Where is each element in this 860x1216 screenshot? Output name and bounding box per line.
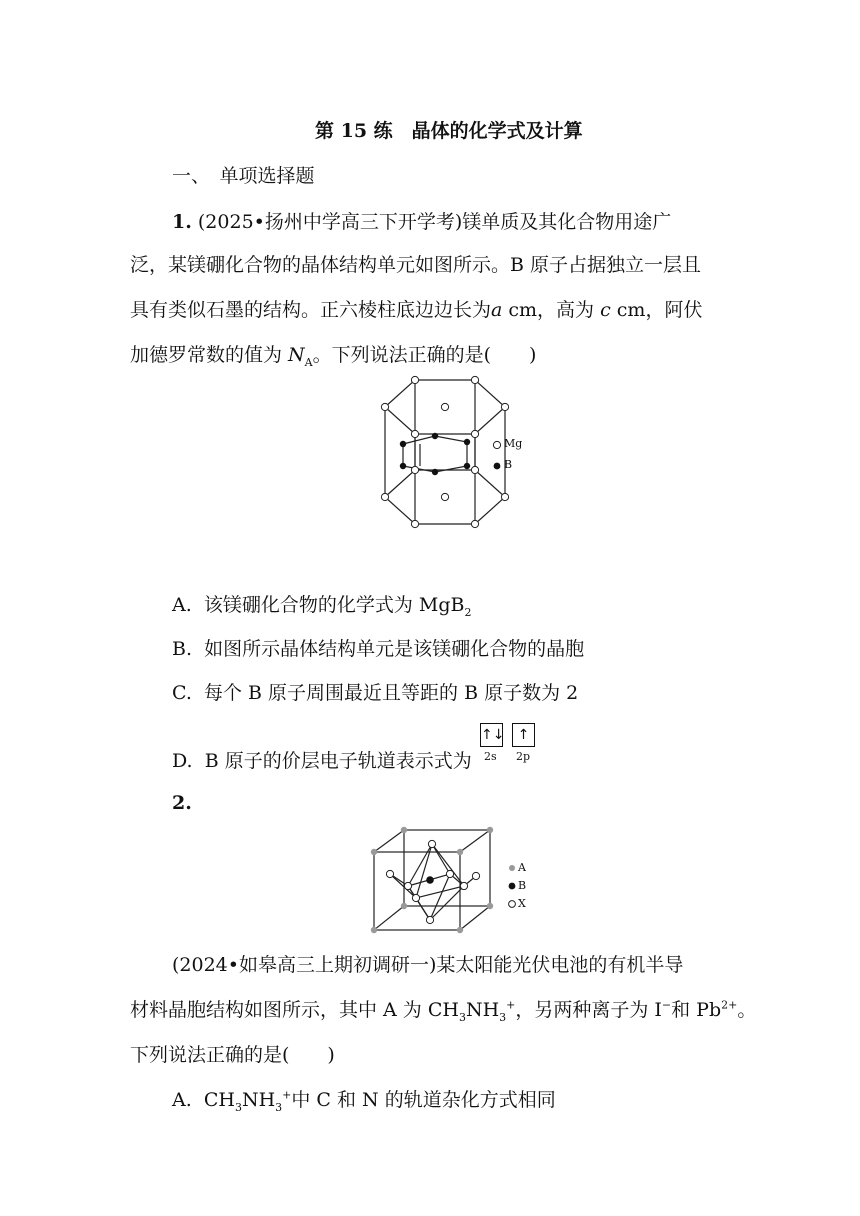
orbital-2s-label: 2s [484, 750, 497, 763]
q2-line2-c: 和 Pb [671, 999, 722, 1021]
x-ion [472, 872, 479, 879]
q2-sub-3: 3 [458, 1010, 466, 1024]
mg-atom [411, 520, 418, 527]
figure-perovskite-cell [368, 826, 498, 936]
x-ion [428, 840, 435, 847]
question-1-number: 1. [172, 211, 192, 233]
mg-atom [411, 466, 418, 473]
mg-atom [441, 493, 448, 500]
line-4-text-b: 。下列说法正确的是( ) [312, 344, 537, 366]
q2-option-a-sub3: 3 [234, 1100, 242, 1114]
option-c-prefix: C. [172, 682, 192, 704]
a-ion [371, 927, 377, 933]
mg-atom [471, 520, 478, 527]
question-1-line-4 [130, 340, 536, 369]
x-ion [446, 870, 453, 877]
a-ion [457, 849, 463, 855]
legend-a-label: A [518, 861, 526, 874]
q2-line2-b: ，另两种离子为 I [515, 999, 662, 1021]
q2-sub-3b: 3 [499, 1010, 507, 1024]
option-a-text: 该镁硼化合物的化学式为 MgB [203, 594, 465, 616]
q2-line2-d: 。 [737, 999, 757, 1021]
legend-x-label: X [518, 897, 526, 910]
a-ion [371, 849, 377, 855]
mg-atom [501, 493, 508, 500]
variable-na: N [288, 344, 305, 366]
x-ion [426, 916, 433, 923]
option-b-prefix: B. [172, 638, 193, 660]
option-a-prefix: A. [172, 594, 192, 616]
figure-hexagonal-prism [375, 372, 535, 532]
q2-option-a-rest: 中 C 和 N 的轨道杂化方式相同 [291, 1089, 556, 1111]
option-a-sub: 2 [464, 605, 472, 619]
mg-atom [471, 466, 478, 473]
line-4-text-a: 加德罗常数的值为 [130, 344, 289, 366]
b-ion [426, 876, 434, 884]
b-atom [400, 463, 406, 469]
a-ion [457, 927, 463, 933]
line-3-text-b: cm，高为 [502, 299, 601, 321]
q2-nh: NH [465, 999, 500, 1021]
question-2-line-1: (2024•如皋高三上期初调研一)某太阳能光伏电池的有机半导 [172, 954, 684, 976]
mg-atom [501, 403, 508, 410]
question-1-text: 镁单质及其化合物用途广 [462, 211, 672, 233]
a-ion [487, 903, 493, 909]
a-ion [401, 903, 407, 909]
b-atom [464, 439, 470, 445]
a-ion [487, 827, 493, 833]
mg-atom [411, 376, 418, 383]
question-1-line-2: 泛，某镁硼化合物的晶体结构单元如图所示。B 原子占据独立一层且 [130, 254, 702, 276]
orbital-2p-label: 2p [516, 750, 531, 763]
x-ion [412, 894, 419, 901]
mg-atom [471, 430, 478, 437]
mg-atom [381, 403, 388, 410]
option-b [172, 634, 584, 661]
line-3-text-a: 具有类似石墨的结构。正六棱柱底边边长为 [130, 299, 492, 321]
question-1-line-1 [172, 207, 671, 234]
x-ion [404, 882, 411, 889]
q2-option-a-sup: + [282, 1088, 292, 1102]
legend-b-label: B [504, 458, 513, 471]
b-atom [432, 433, 438, 439]
page-title: 第 15 练 晶体的化学式及计算 [315, 120, 583, 142]
b-atom [432, 469, 438, 475]
line-3-text-c: cm，阿伏 [610, 299, 703, 321]
q2-option-a-ch: CH [203, 1089, 235, 1111]
question-1-source: (2025•扬州中学高三下开学考) [197, 211, 463, 233]
question-2-number-text: 2. [172, 792, 192, 814]
b-atom [400, 441, 406, 447]
option-c-text: 每个 B 原子周围最近且等距的 B 原子数为 2 [204, 682, 579, 704]
x-ion [460, 882, 467, 889]
variable-c: c [600, 299, 611, 321]
figure-1-legend-markers [490, 436, 504, 476]
mg-atom [381, 493, 388, 500]
question-2-option-a [172, 1085, 556, 1114]
variable-a: a [491, 299, 503, 321]
legend-b-label-2: B [518, 879, 527, 892]
orbital-2p-box: ↑ [512, 723, 535, 747]
option-d-text: B 原子的价层电子轨道表示式为 [204, 750, 472, 772]
a-ion [401, 827, 407, 833]
b-atom [464, 463, 470, 469]
q2-option-a-sub3b: 3 [275, 1100, 283, 1114]
figure-2-legend-markers [505, 862, 519, 912]
question-1-line-3 [130, 295, 702, 322]
option-d [172, 746, 472, 773]
variable-na-sub: A [304, 355, 313, 369]
option-d-prefix: D. [172, 750, 193, 772]
q2-line2-a: 材料晶胞结构如图所示，其中 A 为 CH [130, 999, 459, 1021]
option-c [172, 678, 578, 705]
q2-sup-plus: + [506, 998, 516, 1012]
section-heading: 一、 单项选择题 [172, 165, 315, 187]
q2-option-a-prefix: A. [172, 1089, 192, 1111]
mg-atom [471, 376, 478, 383]
q2-sup-minus: − [661, 998, 672, 1012]
question-2-line-3: 下列说法正确的是( ) [130, 1044, 335, 1066]
mg-atom [411, 430, 418, 437]
orbital-2s-box: ↑↓ [480, 723, 503, 747]
option-b-text: 如图所示晶体结构单元是该镁硼化合物的晶胞 [204, 638, 585, 660]
x-ion [386, 870, 393, 877]
q2-option-a-nh: NH [241, 1089, 276, 1111]
question-2-number [172, 792, 192, 814]
mg-atom [441, 403, 448, 410]
legend-mg-label: Mg [504, 437, 523, 450]
question-2-line-2 [130, 995, 756, 1024]
q2-sup-2plus: 2+ [721, 998, 738, 1012]
option-a [172, 590, 471, 619]
